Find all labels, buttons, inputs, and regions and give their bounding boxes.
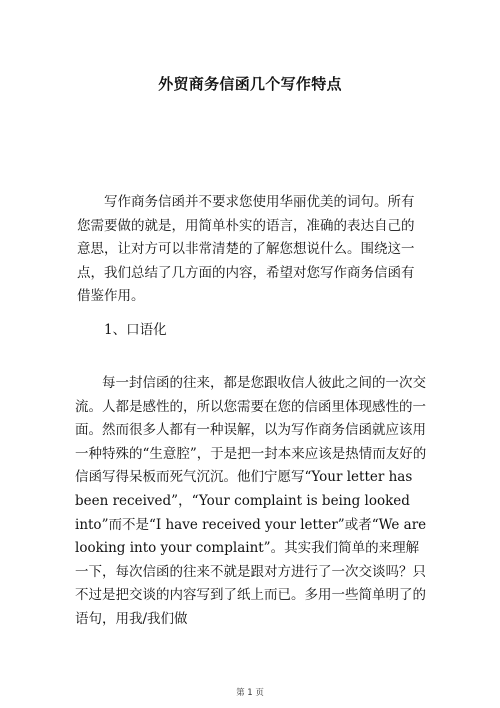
page-number-footer: 第 1 页 <box>236 688 264 698</box>
document-title: 外贸商务信函几个写作特点 <box>158 75 342 93</box>
section-heading: 1、口语化 <box>104 322 167 338</box>
body-paragraph: 每一封信函的往来，都是您跟收信人彼此之间的一次交流。人都是感性的，所以您需要在您的信函里体现感性的一面。然而很多人都有一种误解，以为写作商务信函就应该用一种特殊的“生意腔”，于是把一封本来应该是热情而友好的信函写得呆板而死气沉沉。他们宁愿写“Your letter has been received”，“Your complaint is being looked into”而不是“I have received your letter”或者“We are looking into your complaint”。其实我们简单的来理解一下，每次信函的往来不就是跟对方进行了一次交谈吗？只不过是把交谈的内容写到了纸上而已。多用一些简单明了的语句，用我/我们做 <box>75 375 427 627</box>
intro-paragraph: 写作商务信函并不要求您使用华丽优美的词句。所有您需要做的就是，用简单朴实的语言，准确的表达自己的意思，让对方可以非常清楚的了解您想说什么。围绕这一点，我们总结了几方面的内容，希望对您写作商务信函有借鉴作用。 <box>77 194 415 305</box>
